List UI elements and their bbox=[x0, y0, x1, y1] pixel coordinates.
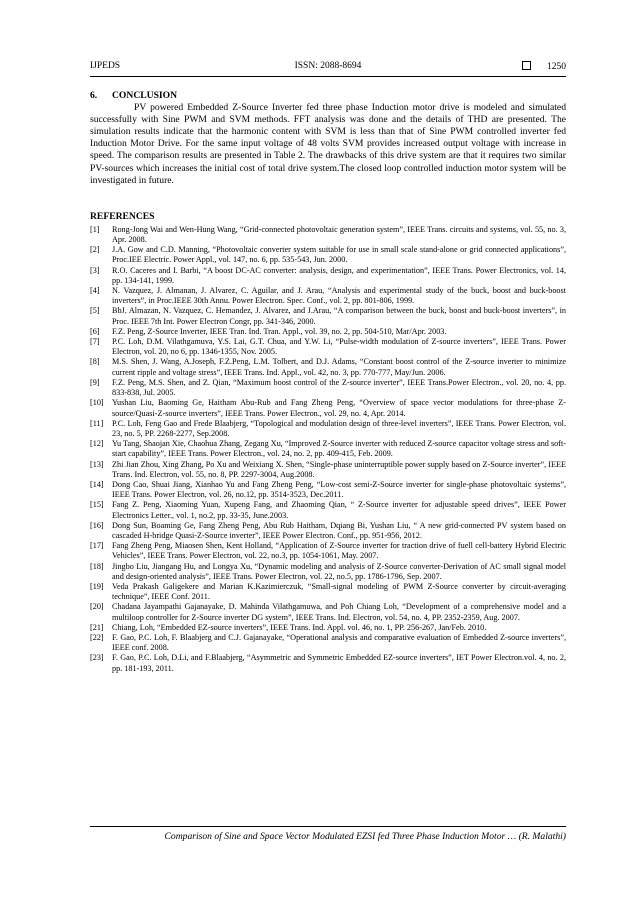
reference-item bbox=[90, 327, 566, 337]
reference-text: R.O. Caceres and I. Barbi, “A boost DC-AC converter: analysis, design, and experimentation”, IEEE Trans. Power Electronics, vol. 14, pp. 134-141, 1999. bbox=[112, 265, 566, 285]
reference-item bbox=[90, 245, 566, 265]
reference-item bbox=[90, 480, 566, 500]
running-footer: Comparison of Sine and Space Vector Modulated EZSI fed Three Phase Induction Motor … (R. Malathi) bbox=[164, 831, 566, 842]
reference-text: F.Z. Peng, Z-Source Inverter, IEEE Tran. Ind. Tran. Appl., vol. 39, no. 2, pp. 504-510, Mar/Apr. 2003. bbox=[112, 326, 447, 336]
page-header bbox=[90, 61, 566, 75]
reference-number: [1] bbox=[90, 224, 100, 234]
reference-text: F.Z. Peng, M.S. Shen, and Z. Qian, “Maximum boost control of the Z-source inverter”, IEEE Trans.Power Electron., vol. 20, no. 4, pp. 833-838, Jul. 2005. bbox=[112, 377, 566, 398]
conclusion-heading bbox=[90, 90, 566, 102]
reference-item bbox=[90, 378, 566, 398]
reference-number: [16] bbox=[90, 520, 104, 530]
reference-number: [14] bbox=[90, 479, 104, 489]
issn: ISSN: 2088-8694 bbox=[294, 61, 362, 71]
page-number-block bbox=[522, 61, 566, 72]
references-heading: REFERENCES bbox=[90, 210, 155, 222]
reference-text: Fang Z. Peng, Xiaoming Yuan, Xupeng Fang, and Zhaoming Qian, “ Z-Source inverter for adjustable speed drives”, IEEE Power Electronics Letter., vol. 1, no.2, pp. 33-35, June.2003. bbox=[112, 500, 566, 520]
reference-number: [10] bbox=[90, 398, 104, 408]
reference-number: [13] bbox=[90, 459, 104, 469]
header-divider bbox=[90, 76, 566, 77]
reference-text: Dong Cao, Shuai Jiang, Xianhao Yu and Fang Zheng Peng, “Low-cost semi-Z-Source inverter for single-phase photovoltaic systems”, IEEE Trans. Power Electron, vol. 26, no.12, pp. 3514-3523, Dec.2011. bbox=[112, 479, 566, 500]
reference-item bbox=[90, 306, 566, 326]
conclusion-paragraph: PV powered Embedded Z-Source Inverter fed three phase Induction motor drive is modeled and simulated successfully with Sine PWM and SVM methods. FFT analysis was done and the details of THD are presented. The simulation results indicate that the harmonic content with SVM is less than that of Sine PWM controlled inverter fed Induction Motor Drive. For the same input voltage of 48 volts SVM provides increased output voltage with increase in speed. The comparison results are presented in Table 2. The drawbacks of this drive system are that it requires two similar PV-sources which increases the initial cost of total drive system.The closed loop controlled induction motor system will be investigated in future. bbox=[90, 102, 566, 186]
section-number: 6. bbox=[90, 90, 98, 101]
reference-item bbox=[90, 460, 566, 480]
reference-text: Yushan Liu, Baoming Ge, Haitham Abu-Rub and Fang Zheng Peng, “Overview of space vector modulations for three-phase Z-source/Quasi-Z-source inverters”, IEEE Trans. Power Electron., vol. 29, no. 4, Apr. 2014. bbox=[112, 398, 566, 418]
reference-number: [11] bbox=[90, 418, 104, 428]
reference-item bbox=[90, 562, 566, 582]
section-title: CONCLUSION bbox=[112, 90, 178, 101]
reference-item bbox=[90, 337, 566, 357]
reference-text: Zhi Jian Zhou, Xing Zhang, Po Xu and Weixiang X. Shen, “Single-phase uninterruptible power supply based on Z-Source inverter”, IEEE Trans. Ind. Electron, vol. 55, no. 8, PP. 2297-3004, Aug.2008. bbox=[112, 459, 566, 479]
reference-number: [15] bbox=[90, 500, 104, 510]
reference-item bbox=[90, 500, 566, 520]
reference-number: [20] bbox=[90, 602, 104, 612]
reference-text: F. Gao, P.C. Loh, D.Li, and F.Blaabjerg, “Asymmetric and Symmetric Embedded EZ-source inverters”, IET Power Electron.vol. 4, no. 2, pp. 181-193, 2011. bbox=[112, 653, 566, 673]
reference-number: [6] bbox=[90, 326, 100, 336]
reference-item bbox=[90, 623, 566, 633]
reference-text: Fang Zheng Peng, Miaosen Shen, Kent Holland, “Application of Z-Source inverter for traction drive of fuell cell-battery Hybrid Electric Vehicles”, IEEE Trans. Power Electron, vol. 22, no.3, pp. 1054-1061, May. 2007. bbox=[112, 541, 566, 561]
reference-number: [18] bbox=[90, 561, 104, 571]
reference-number: [2] bbox=[90, 245, 100, 255]
reference-number: [21] bbox=[90, 622, 104, 632]
reference-number: [19] bbox=[90, 581, 104, 591]
reference-number: [7] bbox=[90, 337, 100, 347]
reference-item bbox=[90, 602, 566, 622]
reference-number: [4] bbox=[90, 286, 100, 296]
reference-text: BbJ. Almazan, N. Vazquez, C. Hemandez, J. Alvarez, and J.Arau, “A comparison between the buck, boost and buck-boost inverters”, in Proc. IEEE 7th Int. Power Electron Congr, pp. 341-346, 2000. bbox=[112, 306, 566, 326]
reference-text: J.A. Gow and C.D. Manning, “Photovoltaic converter system suitable for use in small scale stand-alone or grid connected applications”, Proc.IEE Electric. Power Appl., vol. 147, no. 6, pp. 535-543, Jun. 2000. bbox=[112, 245, 566, 265]
reference-text: P.C. Loh, Feng Gao and Frede Blaabjerg, “Topological and modulation design of three-level inverters”, IEEE Trans. Power Electron, vol. 23, no. 5, PP. 2268-2277, Sep.2008. bbox=[112, 418, 566, 438]
reference-number: [17] bbox=[90, 541, 104, 551]
reference-item bbox=[90, 266, 566, 286]
page-number: 1250 bbox=[547, 62, 566, 72]
reference-item bbox=[90, 582, 566, 602]
reference-list bbox=[90, 225, 566, 674]
reference-number: [23] bbox=[90, 653, 104, 663]
reference-text: Jingbo Liu, Jiangang Hu, and Longya Xu, “Dynamic modeling and analysis of Z-Source converter-Derivation of AC small signal model and design-oriented analysis”, IEEE Trans. Power Electron, vol. 22, no.5, pp. 1786-1796, Sep. 2007. bbox=[112, 561, 566, 581]
reference-item bbox=[90, 521, 566, 541]
reference-text: Veda Prakash Galigekere and Marian K.Kazimierczuk, “Small-signal modeling of PWM Z-Source converter by circuit-averaging technique”, IEEE Conf. 2011. bbox=[112, 581, 566, 602]
checkbox-square-icon bbox=[522, 61, 531, 70]
reference-text: Dong Sun, Boaming Ge, Fang Zheng Peng, Abu Rub Haitham, Dqiang Bi, Yushan Liu, “ A new grid-connected PV system based on cascaded H-bridge Quasi-Z-Source inverter”, IEEE Power Electron. Conf., pp. 951-956, 2012. bbox=[112, 520, 566, 540]
reference-item bbox=[90, 286, 566, 306]
reference-text: Rong-Jong Wai and Wen-Hung Wang, “Grid-connected photovoltaic generation system”, IEEE Trans. circuits and systems, vol. 55, no. 3, Apr. 2008. bbox=[112, 224, 566, 245]
reference-number: [22] bbox=[90, 632, 104, 642]
reference-text: Chadana Jayampathi Gajanayake, D. Mahinda Vilathgamuwa, and Poh Chiang Loh, “Development of a comprehensive model and a multiloop controller for Z-Source inverter DG system”, IEEE Trans. Ind. Electron, vol. 54, no. 4, PP. 2352-2359, Aug. 2007. bbox=[112, 602, 566, 622]
reference-text: N. Vazquez, J. Almanan, J. Alvarez, C. Aguilar, and J. Arau, “Analysis and experimental study of the buck, boost and buck-boost inverters”, in Proc.IEEE 30th Annu. Power Electron. Spec. Conf., vol. 2, pp. 801-806, 1999. bbox=[112, 286, 566, 306]
reference-item bbox=[90, 439, 566, 459]
reference-text: M.S. Shen, J. Wang, A.Joseph, F.Z.Peng, L.M. Tolbert, and D.J. Adams, “Constant boost control of the Z-source inverter to minimize current ripple and voltage stress”, IEEE Trans. Ind. Appl., vol. 42, no. 3, pp. 770-777, May/Jun. 2006. bbox=[112, 357, 566, 377]
page-content bbox=[90, 90, 566, 674]
reference-item bbox=[90, 419, 566, 439]
journal-name: IJPEDS bbox=[90, 61, 121, 71]
reference-text: F. Gao, P.C. Loh, F. Blaabjerg and C.J. Gajanayake, “Operational analysis and comparative evaluation of Embedded Z-source inverters”, IEEE conf. 2008. bbox=[112, 632, 566, 653]
reference-number: [3] bbox=[90, 265, 100, 275]
footer-divider bbox=[90, 826, 566, 827]
reference-number: [12] bbox=[90, 439, 104, 449]
reference-number: [8] bbox=[90, 357, 100, 367]
reference-item bbox=[90, 633, 566, 653]
reference-text: P.C. Loh, D.M. Vilathgamuva, Y.S. Lai, G.T. Chua, and Y.W. Li, “Pulse-width modulation of Z-source inverters”, IEEE Trans. Power Electron, vol. 20, no 6, pp. 1346-1355, Nov. 2005. bbox=[112, 337, 566, 357]
reference-number: [5] bbox=[90, 306, 100, 316]
reference-number: [9] bbox=[90, 377, 100, 387]
reference-item bbox=[90, 357, 566, 377]
reference-item bbox=[90, 225, 566, 245]
reference-text: Chiang, Loh, “Embedded EZ-source inverters”, IEEE Trans. Ind. Appl. vol. 46, no. 1, PP. 256-267, Jan/Feb. 2010. bbox=[112, 622, 487, 632]
reference-item bbox=[90, 541, 566, 561]
reference-text: Yu Tang, Shaojan Xie, Chaohua Zhang, Zegang Xu, “Improved Z-Source inverter with reduced Z-source capacitor voltage stress and soft-start capability”, IEEE Trans. Power Electron., vol. 24, no. 2, pp. 409-415, Feb. 2009. bbox=[112, 439, 566, 459]
reference-item bbox=[90, 398, 566, 418]
reference-item bbox=[90, 653, 566, 673]
